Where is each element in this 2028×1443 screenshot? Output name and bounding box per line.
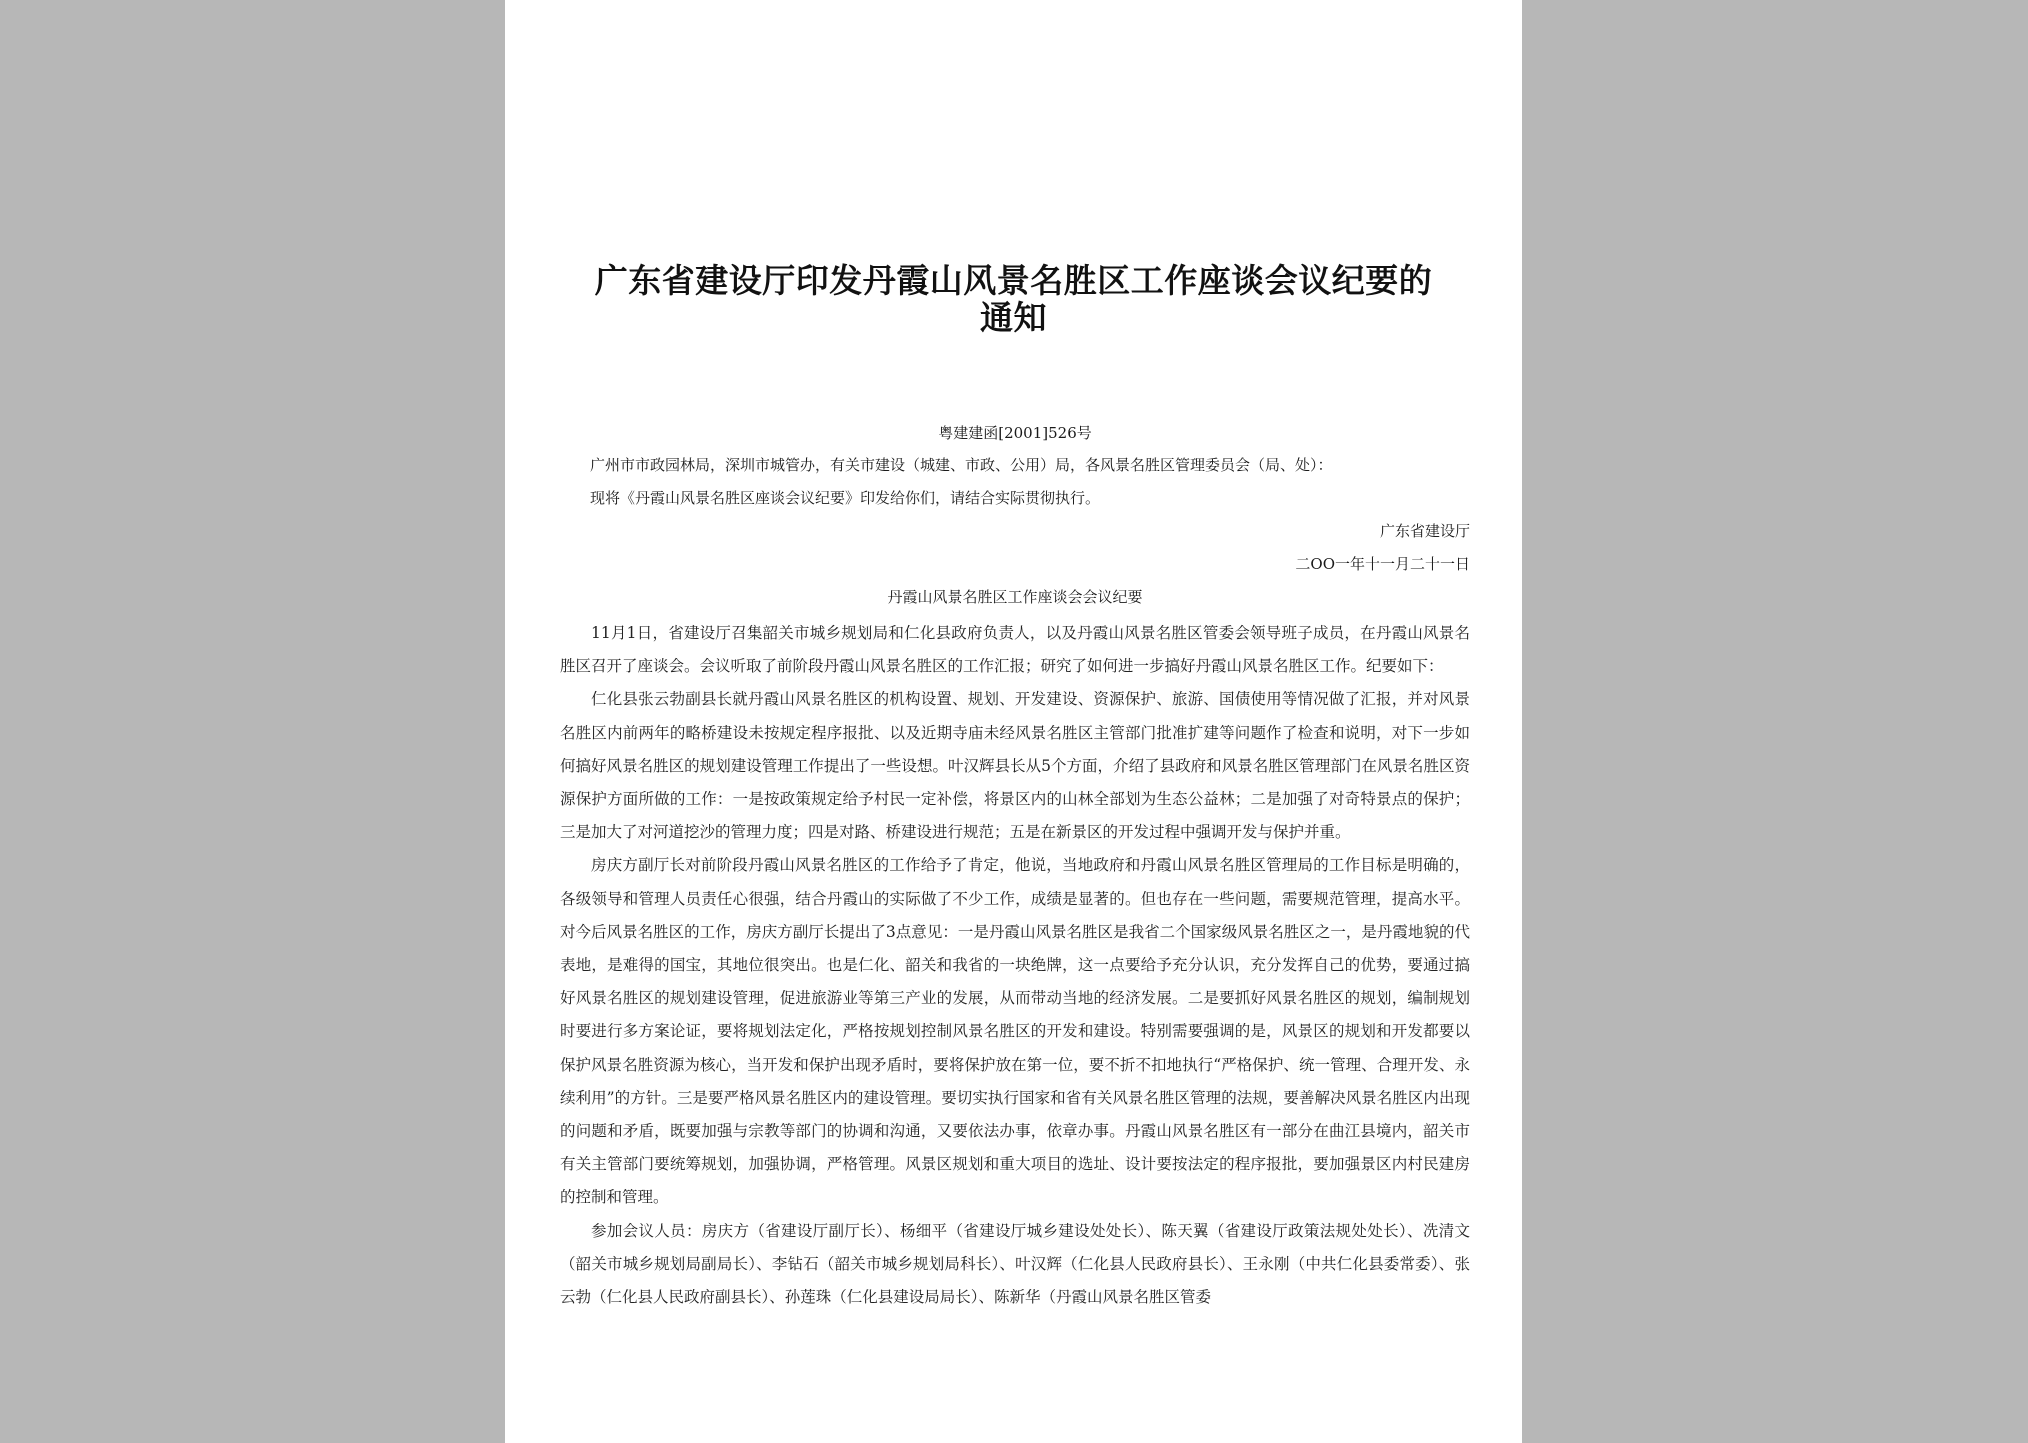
- body-paragraph: 房庆方副厅长对前阶段丹霞山风景名胜区的工作给予了肯定，他说，当地政府和丹霞山风景名胜区管理局的工作目标是明确的，各级领导和管理人员责任心很强，结合丹霞山的实际做了不少工作，成绩是显著的。但也存在一些问题，需要规范管理，提高水平。对今后风景名胜区的工作，房庆方副厅长提出了3点意见：一是丹霞山风景名胜区是我省二个国家级风景名胜区之一，是丹霞地貌的代表地，是难得的国宝，其地位很突出。也是仁化、韶关和我省的一块绝牌，这一点要给予充分认识，充分发挥自己的优势，要通过搞好风景名胜区的规划建设管理，促进旅游业等第三产业的发展，从而带动当地的经济发展。二是要抓好风景名胜区的规划，编制规划时要进行多方案论证，要将规划法定化，严格按规划控制风景名胜区的开发和建设。特别需要强调的是，风景区的规划和开发都要以保护风景名胜资源为核心，当开发和保护出现矛盾时，要将保护放在第一位，要不折不扣地执行“严格保护、统一管理、合理开发、永续利用”的方针。三是要严格风景名胜区内的建设管理。要切实执行国家和省有关风景名胜区管理的法规，要善解决风景名胜区内出现的问题和矛盾，既要加强与宗教等部门的协调和沟通，又要依法办事，依章办事。丹霞山风景名胜区有一部分在曲江县境内，韶关市有关主管部门要统筹规划，加强协调，严格管理。风景区规划和重大项目的选址、设计要按法定的程序报批，要加强景区内村民建房的控制和管理。: [560, 856, 1470, 1207]
- document-page: [505, 0, 1522, 1443]
- issue-date: 二OO一年十一月二十一日: [1295, 555, 1470, 573]
- issuer-name: 广东省建设厅: [1379, 522, 1470, 540]
- body-paragraph: 仁化县张云勃副县长就丹霞山风景名胜区的机构设置、规划、开发建设、资源保护、旅游、国债使用等情况做了汇报，并对风景名胜区内前两年的略桥建设未按规定程序报批、以及近期寺庙未经风景名胜区主管部门批准扩建等问题作了检查和说明，对下一步如何搞好风景名胜区的规划建设管理工作提出了一些设想。叶汉辉县长从5个方面，介绍了县政府和风景名胜区管理部门在风景名胜区资源保护方面所做的工作：一是按政策规定给予村民一定补偿，将景区内的山林全部划为生态公益林；二是加强了对奇特景点的保护；三是加大了对河道挖沙的管理力度；四是对路、桥建设进行规范；五是在新景区的开发过程中强调开发与保护并重。: [560, 690, 1470, 842]
- minutes-subtitle: 丹霞山风景名胜区工作座谈会会议纪要: [887, 588, 1143, 606]
- body-paragraph: 11月1日，省建设厅召集韶关市城乡规划局和仁化县政府负责人，以及丹霞山风景名胜区管委会领导班子成员，在丹霞山风景名胜区召开了座谈会。会议听取了前阶段丹霞山风景名胜区的工作汇报；研究了如何进一步搞好丹霞山风景名胜区工作。纪要如下：: [560, 624, 1470, 676]
- minutes-body: [560, 617, 1470, 1314]
- notice-text: 现将《丹霞山风景名胜区座谈会议纪要》印发给你们，请结合实际贯彻执行。: [590, 489, 1101, 507]
- document-number: 粤建建函[2001]526号: [938, 424, 1092, 442]
- document-title: 广东省建设厅印发丹霞山风景名胜区工作座谈会议纪要的通知: [594, 261, 1433, 337]
- body-paragraph: 参加会议人员：房庆方（省建设厅副厅长）、杨细平（省建设厅城乡建设处处长）、陈天翼（省建设厅政策法规处处长）、冼清文（韶关市城乡规划局副局长）、李钻石（韶关市城乡规划局科长）、叶汉辉（仁化县人民政府县长）、王永刚（中共仁化县委常委）、张云勃（仁化县人民政府副县长）、孙莲珠（仁化县建设局局长）、陈新华（丹霞山风景名胜区管委: [560, 1221, 1470, 1307]
- addressee-line: 广州市市政园林局，深圳市城管办，有关市建设（城建、市政、公用）局，各风景名胜区管理委员会（局、处）：: [590, 456, 1333, 474]
